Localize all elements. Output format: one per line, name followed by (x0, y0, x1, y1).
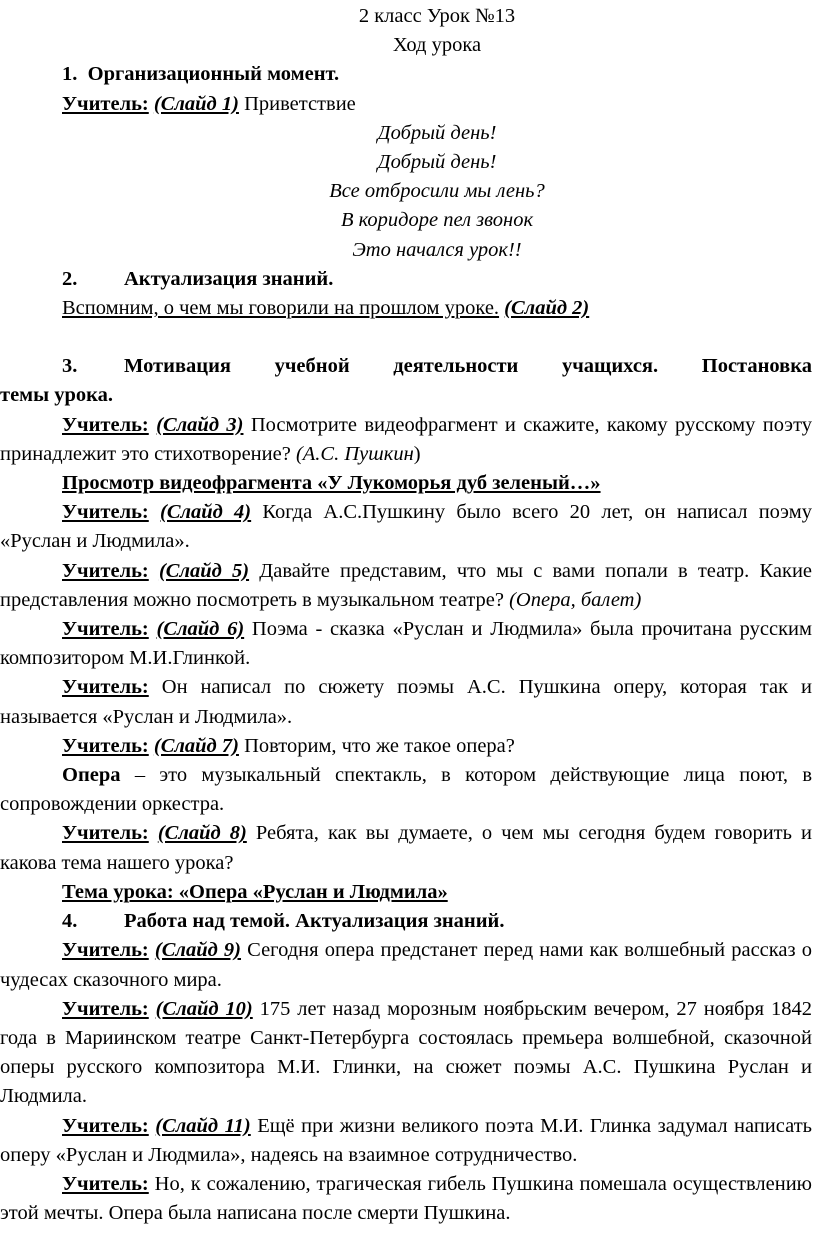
answer-text: (Опера, балет) (509, 588, 642, 611)
lesson-subtitle: Ход урока (392, 34, 482, 57)
section-1-greeting (62, 90, 812, 119)
section-3-number: 3. (62, 355, 78, 378)
teacher-label: Учитель: (62, 1172, 149, 1195)
section-4-title: Работа над темой. Актуализация знаний. (124, 910, 505, 933)
poem-line: В коридоре пел звонок (340, 209, 534, 232)
definition-text: – это музыкальный спектакль, в котором действующие лица поют, в сопровождении оркестра. (0, 764, 812, 816)
paragraph (0, 615, 812, 673)
term: Опера (62, 764, 121, 787)
teacher-label: Учитель: (62, 559, 149, 582)
slide-ref: (Слайд 10) (155, 997, 253, 1020)
poem-line: Это начался урок!! (352, 238, 522, 261)
section-3-title-a: Мотивация учебной деятельности учащихся. Постановка (124, 355, 812, 378)
paragraph (0, 1170, 812, 1228)
paragraph-text: Давайте представим, что мы с вами попали в театр. Какие представления можно посмотреть в музыкальном театре? (0, 559, 813, 611)
section-3-heading-cont: темы урока. (0, 384, 114, 407)
recall-text: Вспомним, о чем мы говорили на прошлом уроке. (62, 297, 500, 320)
lesson-title: 2 класс Урок №13 (358, 5, 516, 27)
video-heading: Просмотр видеофрагмента «У Лукоморья дуб зеленый…» (62, 472, 601, 495)
paragraph-text: Он написал по сюжету поэмы А.С. Пушкина оперу, которая так и называется «Руслан и Людмила». (0, 676, 812, 728)
teacher-label: Учитель: (62, 413, 149, 436)
paragraph (0, 673, 812, 731)
paragraph (0, 557, 812, 615)
teacher-label: Учитель: (62, 676, 149, 699)
paren-close: ) (413, 442, 421, 465)
paragraph-text: Повторим, что же такое опера? (238, 734, 515, 757)
slide-ref: (Слайд 2) (504, 297, 590, 320)
greeting-text: Приветствие (238, 92, 356, 115)
section-4-number: 4. (62, 910, 78, 933)
paragraph-text: 175 лет назад морозным ноябрьским вечером, 27 ноября 1842 года в Мариинском театре Санкт-Петербурга состоялась премьера волшебной, сказочной оперы русского композитора М.И. Глинки, на сюжет поэмы А.С. Пушкина Руслан и Людмила. (0, 997, 813, 1108)
teacher-label: Учитель: (62, 822, 149, 845)
teacher-label: Учитель: (62, 618, 149, 641)
blank-line (62, 323, 812, 352)
slide-ref: (Слайд 3) (156, 413, 244, 436)
poem-line: Добрый день! (377, 151, 497, 174)
section-2-heading (62, 265, 812, 294)
section-2-number: 2. (62, 267, 78, 290)
paragraph (0, 995, 812, 1112)
paragraph-text: Поэма - сказка «Руслан и Людмила» была прочитана русским композитором М.И.Глинкой. (0, 618, 812, 670)
paragraph-text: Но, к сожалению, трагическая гибель Пушкина помешала осуществлению этой мечты. Опера была написана после смерти Пушкина. (0, 1172, 812, 1225)
teacher-label: Учитель: (62, 501, 149, 524)
paragraph (0, 411, 812, 469)
paragraph (0, 732, 812, 761)
paragraph (0, 819, 812, 877)
definition-paragraph (0, 761, 812, 819)
paragraph (0, 936, 812, 994)
slide-ref: (Слайд 11) (155, 1114, 251, 1137)
teacher-label: Учитель: (62, 92, 149, 115)
greeting-poem (62, 119, 812, 265)
paragraph (0, 498, 812, 556)
answer-text: (А.С. Пушкин (295, 442, 414, 465)
teacher-label: Учитель: (62, 734, 149, 757)
teacher-label: Учитель: (62, 997, 149, 1020)
teacher-label: Учитель: (62, 1114, 149, 1137)
slide-ref: (Слайд 5) (158, 559, 250, 582)
section-3-heading (62, 352, 812, 381)
teacher-label: Учитель: (62, 939, 149, 962)
paragraph-text: Посмотрите видеофрагмент и скажите, какому русскому поэту принадлежит это стихотворение? (0, 413, 813, 465)
paragraph-text: Сегодня опера предстанет перед нами как волшебный рассказ о чудесах сказочного мира. (0, 939, 813, 991)
section-2-text (62, 294, 812, 323)
slide-ref: (Слайд 8) (157, 822, 247, 845)
section-2-title: Актуализация знаний. (124, 267, 334, 290)
paragraph-text: Ребята, как вы думаете, о чем мы сегодня будем говорить и какова тема нашего урока? (0, 822, 813, 874)
paragraph (0, 1112, 812, 1170)
slide-ref: (Слайд 1) (153, 92, 239, 115)
document-page (0, 2, 816, 1240)
paragraph-text: Когда А.С.Пушкину было всего 20 лет, он написал поэму «Руслан и Людмила». (0, 501, 813, 553)
slide-ref: (Слайд 4) (160, 501, 252, 524)
section-4-heading (62, 907, 812, 936)
slide-ref: (Слайд 6) (156, 618, 245, 641)
lesson-topic: Тема урока: «Опера «Руслан и Людмила» (62, 880, 448, 903)
slide-ref: (Слайд 9) (154, 939, 241, 962)
slide-ref: (Слайд 7) (153, 734, 239, 757)
section-1-heading: 1. Организационный момент. (62, 63, 340, 86)
poem-line: Все отбросили мы лень? (329, 180, 545, 203)
paragraph-text: Ещё при жизни великого поэта М.И. Глинка задумал написать оперу «Руслан и Людмила», надеясь на взаимное сотрудничество. (0, 1114, 812, 1166)
poem-line: Добрый день! (377, 121, 497, 144)
